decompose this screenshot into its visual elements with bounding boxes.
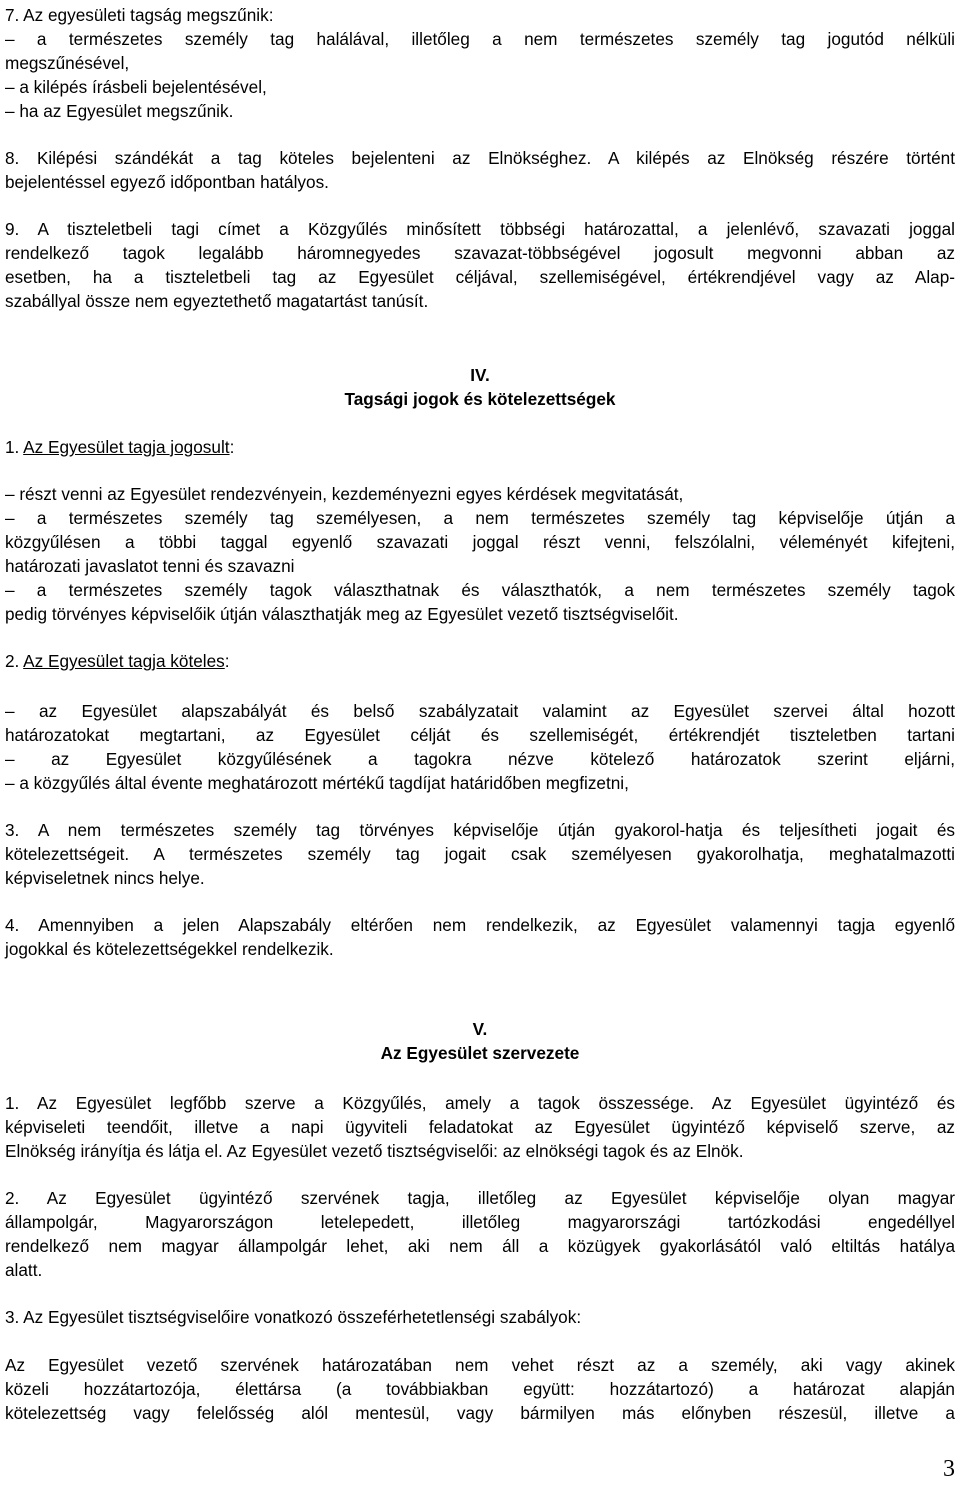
section-7-heading: 7. Az egyesületi tagság megszűnik: [5, 5, 274, 25]
text-line: – a közgyűlés által évente meghatározott mértékű tagdíjat határidőben megfizetni, [5, 773, 629, 793]
text-span: : [229, 437, 235, 457]
text-line: – az Egyesület közgyűlésének a tagokra nézve kötelező határozatok szerint eljárni, [5, 749, 955, 769]
text-line: 3. A nem természetes személy tag törvényes képviselője útján gyakorol-hatja és teljesítheti jogait és [5, 820, 955, 840]
page-number: 3 [943, 1456, 955, 1482]
text-line: kötelezettségeit. A természetes személy tag jogait csak személyesen gyakorolhatja, meghatalmazotti [5, 844, 955, 864]
text-line: – az Egyesület alapszabályát és belső szabályzatait valamint az Egyesület szervei által hozott [5, 701, 955, 721]
text-span: 1. [5, 437, 24, 457]
chapter-title: Tagsági jogok és kötelezettségek [344, 389, 616, 409]
text-line: Az Egyesület vezető szervének határozatában nem vehet részt az a személy, aki vagy akinek [5, 1355, 955, 1375]
text-line: közgyűlésen a többi taggal egyenlő szavazati joggal részt venni, felszólalni, véleményét kifejteni, [5, 532, 955, 552]
subheading-line [5, 649, 955, 673]
text-line: 1. Az Egyesület legfőbb szerve a Közgyűlés, amely a tagok összessége. Az Egyesület ügyintéző és [5, 1093, 955, 1113]
text-line: határozatokat megtartani, az Egyesület célját és szellemiségét, értékrendjét tiszteletben tartani [5, 725, 955, 745]
underlined-subheading: Az Egyesület tagja köteles [23, 651, 225, 671]
text-line: 9. A tiszteletbeli tagi címet a Közgyűlés minősített többségi határozattal, a jelenlévő, szavazati joggal [5, 219, 955, 239]
text-line: rendelkező tagok legalább háromnegyedes szavazat-többségével jogosult megvonni abban az [5, 243, 955, 263]
text-line: alatt. [5, 1260, 43, 1280]
text-line: pedig törvényes képviselőik útján választhatják meg az Egyesület vezető tisztségviselőit. [5, 604, 679, 624]
text-line: – részt venni az Egyesület rendezvényein, kezdeményezni egyes kérdések megvitatását, [5, 484, 684, 504]
text-line: rendelkező nem magyar állampolgár lehet, aki nem áll a közügyek gyakorlásától való eltiltás hatálya [5, 1236, 955, 1256]
text-line: 2. Az Egyesület ügyintéző szervének tagja, illetőleg az Egyesület képviselője olyan magyar [5, 1188, 955, 1208]
text-span: 2. [5, 651, 24, 671]
text-line: megszűnésével, [5, 53, 130, 73]
text-line: – a kilépés írásbeli bejelentésével, [5, 77, 267, 97]
text-line: képviseleti teendőit, illetve a napi ügyviteli feladatokat az Egyesület ügyintéző képviselő szerve, az [5, 1117, 955, 1137]
text-line: – a természetes személy tagok választhatnak és választhatók, a nem természetes személy tagok [5, 580, 955, 600]
text-line: 3. Az Egyesület tisztségviselőire vonatkozó összeférhetetlenségi szabályok: [5, 1307, 582, 1327]
chapter-number: V. [472, 1019, 488, 1039]
text-line: közeli hozzátartozója, élettársa (a továbbiakban együtt: hozzátartozó) a határozat alapján [5, 1379, 955, 1399]
subheading-line [5, 435, 955, 459]
chapter-number: IV. [470, 365, 490, 385]
text-line: – ha az Egyesület megszűnik. [5, 101, 234, 121]
text-line: szabállyal össze nem egyeztethető magatartást tanúsít. [5, 291, 429, 311]
text-line: – a természetes személy tag személyesen, a nem természetes személy tag képviselője útján a [5, 508, 955, 528]
text-line: 8. Kilépési szándékát a tag köteles bejelenteni az Elnökséghez. A kilépés az Elnökség részére történt [5, 148, 955, 168]
text-line: állampolgár, Magyarországon letelepedett, illetőleg magyarországi tartózkodási engedéllyel [5, 1212, 955, 1232]
text-line: bejelentéssel egyező időpontban hatályos. [5, 172, 329, 192]
text-line: 4. Amennyiben a jelen Alapszabály eltérően nem rendelkezik, az Egyesület valamennyi tagja egyenlő [5, 915, 955, 935]
chapter-title: Az Egyesület szervezete [380, 1043, 580, 1063]
text-line: – a természetes személy tag halálával, illetőleg a nem természetes személy tag jogutód nélküli [5, 29, 955, 49]
text-line: Elnökség irányítja és látja el. Az Egyesület vezető tisztségviselői: az elnökségi tagok és az Elnök. [5, 1141, 744, 1161]
text-line: esetben, ha a tiszteletbeli tag az Egyesület céljával, szellemiségével, értékrendjével vagy az Alap- [5, 267, 955, 287]
text-line: határozati javaslatot tenni és szavazni [5, 556, 295, 576]
text-line: jogokkal és kötelezettségekkel rendelkezik. [5, 939, 334, 959]
text-span: : [224, 651, 230, 671]
underlined-subheading: Az Egyesület tagja jogosult [23, 437, 230, 457]
text-line: képviseletnek nincs helye. [5, 868, 205, 888]
text-line: kötelezettség vagy felelősség alól mentesül, vagy bármilyen más előnyben részesül, illetve a [5, 1403, 955, 1423]
